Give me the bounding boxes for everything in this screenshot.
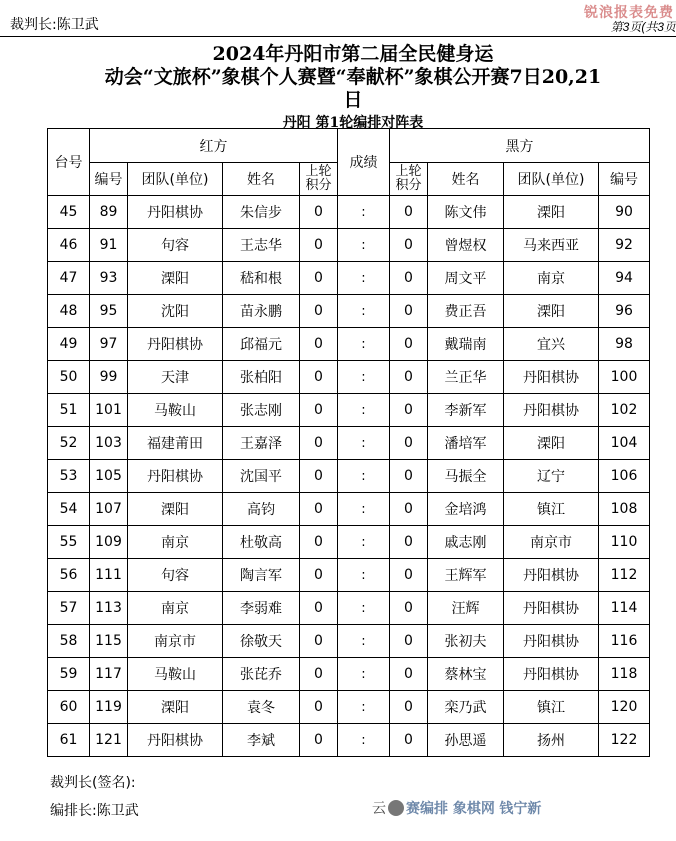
black-number-cell: 108 [599, 493, 650, 526]
black-name-cell: 曾煜权 [428, 229, 504, 262]
black-team-cell: 镇江 [504, 691, 599, 724]
red-number-cell: 117 [90, 658, 128, 691]
black-score-cell: 0 [390, 295, 428, 328]
red-score-cell: 0 [300, 526, 338, 559]
red-score-cell: 0 [300, 394, 338, 427]
black-score-cell: 0 [390, 229, 428, 262]
black-name-cell: 孙思遥 [428, 724, 504, 757]
red-name-cell: 王志华 [223, 229, 300, 262]
red-team-cell: 天津 [128, 361, 223, 394]
red-name-cell: 苗永鹏 [223, 295, 300, 328]
footer-watermark [372, 798, 541, 818]
black-score-cell: 0 [390, 427, 428, 460]
red-name-cell: 张芘乔 [223, 658, 300, 691]
black-name-cell: 周文平 [428, 262, 504, 295]
header-red-prev-score: 上轮积分 [300, 163, 338, 196]
black-score-cell: 0 [390, 625, 428, 658]
result-cell: : [338, 229, 390, 262]
black-name-cell: 王辉军 [428, 559, 504, 592]
red-team-cell: 丹阳棋协 [128, 196, 223, 229]
result-cell: : [338, 625, 390, 658]
result-cell: : [338, 691, 390, 724]
black-team-cell: 丹阳棋协 [504, 559, 599, 592]
red-name-cell: 杜敬高 [223, 526, 300, 559]
red-score-cell: 0 [300, 460, 338, 493]
black-number-cell: 100 [599, 361, 650, 394]
board-cell: 61 [48, 724, 90, 757]
board-cell: 60 [48, 691, 90, 724]
table-row [48, 625, 650, 658]
header-black-number: 编号 [599, 163, 650, 196]
black-score-cell: 0 [390, 526, 428, 559]
red-team-cell: 南京 [128, 592, 223, 625]
black-number-cell: 106 [599, 460, 650, 493]
header-result: 成绩 [338, 129, 390, 196]
black-number-cell: 118 [599, 658, 650, 691]
red-team-cell: 句容 [128, 229, 223, 262]
table-row [48, 559, 650, 592]
black-number-cell: 94 [599, 262, 650, 295]
board-cell: 45 [48, 196, 90, 229]
black-name-cell: 金培鸿 [428, 493, 504, 526]
board-cell: 57 [48, 592, 90, 625]
red-number-cell: 121 [90, 724, 128, 757]
red-score-cell: 0 [300, 691, 338, 724]
black-name-cell: 马振全 [428, 460, 504, 493]
black-team-cell: 辽宁 [504, 460, 599, 493]
red-name-cell: 邱福元 [223, 328, 300, 361]
watermark-text: 赛编排 象棋网 [406, 801, 495, 817]
red-number-cell: 95 [90, 295, 128, 328]
red-team-cell: 句容 [128, 559, 223, 592]
red-team-cell: 溧阳 [128, 493, 223, 526]
red-score-cell: 0 [300, 625, 338, 658]
red-name-cell: 李斌 [223, 724, 300, 757]
black-name-cell: 栾乃武 [428, 691, 504, 724]
header-black-name: 姓名 [428, 163, 504, 196]
black-number-cell: 120 [599, 691, 650, 724]
red-name-cell: 袁冬 [223, 691, 300, 724]
red-team-cell: 南京市 [128, 625, 223, 658]
table-row [48, 526, 650, 559]
board-cell: 51 [48, 394, 90, 427]
table-row [48, 361, 650, 394]
red-number-cell: 101 [90, 394, 128, 427]
black-score-cell: 0 [390, 262, 428, 295]
table-row [48, 394, 650, 427]
red-team-cell: 福建莆田 [128, 427, 223, 460]
black-score-cell: 0 [390, 559, 428, 592]
board-cell: 48 [48, 295, 90, 328]
black-team-cell: 镇江 [504, 493, 599, 526]
result-cell: : [338, 658, 390, 691]
header-black-team: 团队(单位) [504, 163, 599, 196]
red-name-cell: 张志刚 [223, 394, 300, 427]
table-row [48, 196, 650, 229]
red-score-cell: 0 [300, 559, 338, 592]
result-cell: : [338, 460, 390, 493]
red-name-cell: 王嘉泽 [223, 427, 300, 460]
red-score-cell: 0 [300, 295, 338, 328]
board-cell: 50 [48, 361, 90, 394]
black-name-cell: 陈文伟 [428, 196, 504, 229]
watermark-prefix: 云 [372, 801, 386, 817]
board-cell: 54 [48, 493, 90, 526]
red-number-cell: 91 [90, 229, 128, 262]
black-number-cell: 114 [599, 592, 650, 625]
table-row [48, 658, 650, 691]
header-black-prev-score: 上轮积分 [390, 163, 428, 196]
red-name-cell: 陶言军 [223, 559, 300, 592]
table-row [48, 295, 650, 328]
red-number-cell: 89 [90, 196, 128, 229]
black-team-cell: 马来西亚 [504, 229, 599, 262]
red-number-cell: 111 [90, 559, 128, 592]
black-team-cell: 丹阳棋协 [504, 658, 599, 691]
black-score-cell: 0 [390, 658, 428, 691]
page-subtitle: 丹阳 第1轮编排对阵表 [282, 115, 424, 131]
red-score-cell: 0 [300, 427, 338, 460]
black-team-cell: 宜兴 [504, 328, 599, 361]
result-cell: : [338, 526, 390, 559]
red-team-cell: 丹阳棋协 [128, 724, 223, 757]
page-info: 第3页(共3页 [610, 20, 676, 34]
black-team-cell: 溧阳 [504, 427, 599, 460]
board-cell: 52 [48, 427, 90, 460]
header-red-side: 红方 [90, 129, 338, 163]
table-row [48, 262, 650, 295]
black-number-cell: 102 [599, 394, 650, 427]
black-name-cell: 潘培军 [428, 427, 504, 460]
red-name-cell: 朱信步 [223, 196, 300, 229]
red-score-cell: 0 [300, 196, 338, 229]
black-name-cell: 费正吾 [428, 295, 504, 328]
black-team-cell: 丹阳棋协 [504, 592, 599, 625]
red-score-cell: 0 [300, 361, 338, 394]
black-team-cell: 溧阳 [504, 295, 599, 328]
red-score-cell: 0 [300, 724, 338, 757]
red-name-cell: 沈国平 [223, 460, 300, 493]
black-team-cell: 丹阳棋协 [504, 394, 599, 427]
red-number-cell: 115 [90, 625, 128, 658]
black-team-cell: 丹阳棋协 [504, 361, 599, 394]
result-cell: : [338, 196, 390, 229]
result-cell: : [338, 295, 390, 328]
black-score-cell: 0 [390, 592, 428, 625]
black-number-cell: 98 [599, 328, 650, 361]
red-number-cell: 107 [90, 493, 128, 526]
red-score-cell: 0 [300, 328, 338, 361]
red-number-cell: 99 [90, 361, 128, 394]
result-cell: : [338, 724, 390, 757]
red-score-cell: 0 [300, 658, 338, 691]
watermark-top: 锐浪报表免费 [584, 5, 674, 21]
header-red-name: 姓名 [223, 163, 300, 196]
result-cell: : [338, 427, 390, 460]
black-score-cell: 0 [390, 394, 428, 427]
black-number-cell: 116 [599, 625, 650, 658]
board-cell: 53 [48, 460, 90, 493]
black-score-cell: 0 [390, 196, 428, 229]
table-row [48, 592, 650, 625]
red-name-cell: 徐敬天 [223, 625, 300, 658]
title-line-3: 日 [343, 89, 363, 111]
red-team-cell: 马鞍山 [128, 394, 223, 427]
header-red-team: 团队(单位) [128, 163, 223, 196]
black-score-cell: 0 [390, 691, 428, 724]
board-cell: 59 [48, 658, 90, 691]
table-row [48, 229, 650, 262]
red-score-cell: 0 [300, 493, 338, 526]
watermark-name: 钱宁新 [499, 801, 542, 817]
result-cell: : [338, 493, 390, 526]
red-score-cell: 0 [300, 592, 338, 625]
red-name-cell: 嵇和根 [223, 262, 300, 295]
black-name-cell: 戴瑞南 [428, 328, 504, 361]
black-name-cell: 戚志刚 [428, 526, 504, 559]
black-score-cell: 0 [390, 724, 428, 757]
board-cell: 55 [48, 526, 90, 559]
watermark-logo-icon [388, 800, 404, 816]
black-number-cell: 112 [599, 559, 650, 592]
red-score-cell: 0 [300, 229, 338, 262]
red-name-cell: 高钧 [223, 493, 300, 526]
red-name-cell: 李弱难 [223, 592, 300, 625]
result-cell: : [338, 559, 390, 592]
red-number-cell: 113 [90, 592, 128, 625]
red-team-cell: 沈阳 [128, 295, 223, 328]
result-cell: : [338, 361, 390, 394]
title-line-2: 动会“文旅杯”象棋个人赛暨“奉献杯”象棋公开赛7日20,21 [104, 66, 602, 88]
red-number-cell: 103 [90, 427, 128, 460]
red-team-cell: 溧阳 [128, 691, 223, 724]
table-row [48, 460, 650, 493]
black-score-cell: 0 [390, 361, 428, 394]
black-name-cell: 蔡林宝 [428, 658, 504, 691]
black-number-cell: 104 [599, 427, 650, 460]
header-black-side: 黑方 [390, 129, 650, 163]
red-team-cell: 丹阳棋协 [128, 460, 223, 493]
red-team-cell: 南京 [128, 526, 223, 559]
black-name-cell: 张初夫 [428, 625, 504, 658]
black-number-cell: 90 [599, 196, 650, 229]
title-line-1: 2024年丹阳市第二届全民健身运 [212, 43, 494, 65]
table-row [48, 691, 650, 724]
black-name-cell: 汪辉 [428, 592, 504, 625]
red-team-cell: 马鞍山 [128, 658, 223, 691]
black-number-cell: 96 [599, 295, 650, 328]
chief-referee-signature: 裁判长(签名): [50, 775, 136, 791]
red-name-cell: 张柏阳 [223, 361, 300, 394]
chief-referee-label: 裁判长:陈卫武 [10, 17, 99, 33]
result-cell: : [338, 592, 390, 625]
table-row [48, 328, 650, 361]
red-number-cell: 105 [90, 460, 128, 493]
black-number-cell: 122 [599, 724, 650, 757]
black-team-cell: 南京市 [504, 526, 599, 559]
board-cell: 58 [48, 625, 90, 658]
red-team-cell: 丹阳棋协 [128, 328, 223, 361]
board-cell: 56 [48, 559, 90, 592]
pairing-table [47, 128, 650, 757]
board-cell: 47 [48, 262, 90, 295]
black-name-cell: 李新军 [428, 394, 504, 427]
black-team-cell: 溧阳 [504, 196, 599, 229]
table-row [48, 724, 650, 757]
table-row [48, 493, 650, 526]
red-number-cell: 93 [90, 262, 128, 295]
red-score-cell: 0 [300, 262, 338, 295]
black-name-cell: 兰正华 [428, 361, 504, 394]
pairing-body [48, 196, 650, 757]
header-board: 台号 [48, 129, 90, 196]
red-team-cell: 溧阳 [128, 262, 223, 295]
header-divider [0, 36, 676, 37]
black-number-cell: 110 [599, 526, 650, 559]
black-score-cell: 0 [390, 328, 428, 361]
board-cell: 49 [48, 328, 90, 361]
red-number-cell: 109 [90, 526, 128, 559]
result-cell: : [338, 394, 390, 427]
header-red-number: 编号 [90, 163, 128, 196]
black-score-cell: 0 [390, 493, 428, 526]
red-number-cell: 97 [90, 328, 128, 361]
editor-label: 编排长:陈卫武 [50, 803, 139, 819]
black-score-cell: 0 [390, 460, 428, 493]
table-row [48, 427, 650, 460]
red-number-cell: 119 [90, 691, 128, 724]
black-team-cell: 丹阳棋协 [504, 625, 599, 658]
result-cell: : [338, 262, 390, 295]
black-number-cell: 92 [599, 229, 650, 262]
board-cell: 46 [48, 229, 90, 262]
black-team-cell: 南京 [504, 262, 599, 295]
black-team-cell: 扬州 [504, 724, 599, 757]
result-cell: : [338, 328, 390, 361]
